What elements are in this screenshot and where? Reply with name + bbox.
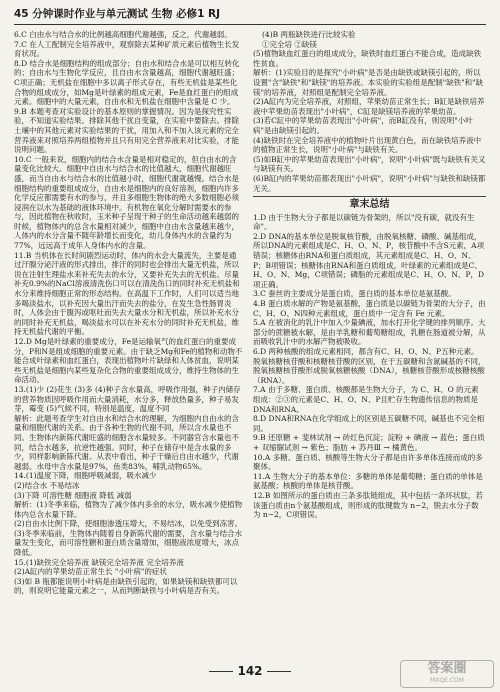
section-divider [253, 196, 486, 197]
answer-paragraph: 14.(1)温度下降，细胞呼吸减弱，吸水减少 [14, 471, 157, 481]
footer-dash-left [209, 671, 233, 672]
answer-paragraph: (2)A缸内的苹果幼苗正常生长 "小叶病"的症状 [14, 567, 167, 577]
answer-paragraph: 10.C 一般来说，细胞内的结合水含量是相对稳定的，但自由水的含量变化比较大。细胞中自由水与结合水的比值越大，细胞代谢越旺盛，而当自由水与结合水的比值越小时，细胞代谢就越慢。结合水是细胞结构的重要组成成分，自由水是细胞内的良好溶剂，细胞内许多化学反应都需要有水的参与，并且多细胞生物体的绝大多数细胞必须浸润在以水为基础的液体环境中。有机物在氧化分解时需要水的参与，因此植物在秋收时，玉米种子呈现干种子的生命活动越来越弱的时候，植物体内的总含水量相对减少，细胞中自由水含量越来越少，人体内的水分含量不随年龄增长而变化，幼儿身体内水的含量约为77%，远远高于成年人身体内水的含量。 [14, 154, 239, 251]
answer-paragraph: 3.C 蚕丝的主要成分是蛋白质，蛋白质的基本单位是氨基酸。 [253, 289, 456, 299]
right-column-continuation [253, 30, 486, 193]
answer-paragraph: 11.A 生物大分子的基本单位：多糖的单体是葡萄糖；蛋白质的单体是氨基酸；核酸的单体是核苷酸。 [253, 471, 483, 491]
page-header [14, 6, 486, 24]
right-column [253, 30, 486, 658]
answer-paragraph: 4.B 蛋白质水解的产物是氨基酸，蛋白质是以碳链为骨架的大分子，由C、H、O、N四种元素组成，蛋白质中一定含有 Fe 元素。 [253, 299, 486, 318]
answer-paragraph: 解析：此题考查学生对自由水和结合水的理解，为细胞内自由水的含量和细胞代谢的关系。由于各种生物的代谢不同，所以含水量也不同。生物体内新陈代谢旺盛的细胞含水量较多。不同器官含水量也不同，结合水越多，抗逆性越强。同时，种子在储存中是含水量的多少，同样影响新陈代谢。从表中看出，种子干燥后自由水越少，代谢越弱。水母中含水量是97%，鱼类83%，哺乳动物65%。 [14, 413, 239, 471]
answer-paragraph: (5)植物缺血红蛋白的组成成分，缺铁时血红蛋白不能合成，造成缺铁性贫血。 [253, 49, 482, 68]
header-title: 45 分钟课时作业与单元测试 生物 必修1 RJ [14, 8, 221, 20]
watermark-url: MXQE.COM [430, 677, 464, 684]
right-column-answers [253, 213, 486, 520]
answer-paragraph: 9.B 还原糖 + 斐林试剂 → 砖红色沉淀；淀粉 + 碘液 → 蓝色；蛋白质 + 双缩脲试剂 → 紫色；脂肪 + 苏丹Ⅲ → 橘黄色。 [253, 433, 485, 452]
answer-paragraph: (2)结合水 不易结冰 [14, 480, 80, 490]
answer-paragraph: 8.D 结合水是细胞结构的组成部分；自由水和结合水是可以相互转化的；自由水与生物化学反应，且自由水含量越高，细胞代谢越旺盛；C项正确；无机盐在细胞中多以离子形式存在，有些无机盐是某些化合物的组成成分，如Mg是叶绿素的组成元素，Fe是血红蛋白的组成元素。细胞中的大量元素，自由水和无机盐在细胞中含量是 C 少。 [14, 58, 240, 107]
answer-paragraph: (2)A缸内为完全培养液，对照组，苹果幼苗正常生长；B缸是缺铁培养液中苹果幼苗表现出"小叶病"，C缸是缺镁培养液的苹果幼苗。 [253, 97, 485, 116]
page-number: 142 [237, 664, 263, 678]
answer-paragraph: (3)如 B 瓶都能说明小叶病是由缺铁引起的，如果缺镁和缺铁都可以的，则说明它能量元素之一，从而判断缺铁与小叶病是否有关。 [14, 576, 238, 596]
answer-paragraph: 6.D 两种核酸的组成元素相同，都含有C、H、O、N、P五种元素。脱氧核糖核苷酸和核糖核苷酸的区别，在于五碳糖和含氮碱基的不同，脱氧核糖核苷酸形成脱氧核糖核酸（DNA），核糖核苷酸形成核糖核酸（RNA）。 [253, 347, 486, 385]
answer-paragraph: (5)如B缸中的苹果幼苗表现出"小叶病"，说明"小叶病"既与缺铁有关又与缺镁有关。 [253, 154, 486, 174]
answer-paragraph: 1.D 由于生物大分子都是以碳链为骨架的，所以"没有碳，就没有生命"。 [253, 212, 475, 232]
answer-paragraph: 7.C 在人工配制完全培养液中，观察除去某种矿质元素后植物生长发育状况。 [14, 39, 240, 59]
answer-paragraph: 12.B 如图所示的蛋白质由三条多肽链组成，其中包括一条环状肽，若该蛋白质由n个氨基酸组成，则形成的肽键数为 n−2，脱去水分子数为 n−2，C项错误。 [253, 490, 483, 520]
answer-paragraph: 8.D DNA和RNA在化学组成上的区别是五碳糖不同，碱基也不完全相同。 [253, 414, 485, 433]
answer-paragraph: 15.(1)缺铁完全培养液 缺镁完全培养液 完全培养液 [14, 557, 184, 567]
answer-paragraph: 12.D Mg是叶绿素的重要成分，Fe是运输氧气的血红蛋白的重要成分，P和N是组成细胞的重要元素。由于缺乏Mg和Fe的植物和动物不能合成叶绿素和血红蛋白，表现出植物叶片缺绿和人体贫血，说明某些无机盐是细胞内某些复杂化合物的重要组成成分，维持生物体的生命活动。 [14, 337, 243, 385]
answer-paragraph: (3)若C缸中的苹果幼苗表现出"小叶病"，而B缸没有，则说明"小叶病"是由缺镁引起的。 [253, 116, 473, 135]
answer-paragraph: (2)自由水比例下降，使细胞渗透压增大，不易结冰，以免受到冻害。 [14, 519, 243, 529]
left-column [14, 30, 243, 658]
answer-paragraph: (3)冬季来临前，生物体内随着自身新陈代谢的需要，含水量与结合水量发生变化，而可溶性糖和蛋白质含量增加，细胞液浓度增大，冰点降低。 [14, 528, 243, 558]
section-title: 章末总结 [349, 199, 390, 211]
answer-paragraph: 6.C 白由水与结合水的比例越高细胞代谢越强，反之，代谢越弱。 [14, 30, 232, 39]
header-rule [14, 24, 486, 25]
answer-paragraph: (4)B 两瓶缺铁进行比较实验 [262, 30, 356, 39]
watermark-logo [400, 660, 494, 688]
answer-paragraph: (4)缺铁时在完全培养液中的植物叶片出现黄白色，而在缺铁培养液中的植物正常生长，说明"小叶病"与缺铁有关。 [253, 135, 482, 155]
watermark-text: 答案圈 [427, 661, 467, 676]
answer-paragraph: 9.B 本题考查对实验设计的基本原则的掌握情况。因为是探究性实验，不知道实验结果。排除其他干扰自变量，在实验中要除去。排除土壤中的其他元素对实验结果的干扰，用加入和不加入该元素的完全营养液来对照培养两组植物并且只有用完全营养液来对比实验，才能说明问题。 [14, 106, 239, 155]
answer-paragraph: (6)B缸内的苹果幼苗都表现出"小叶病"，说明"小叶病"与缺铁和缺镁都无关。 [253, 173, 486, 193]
answer-paragraph: 解析：(1)冬季来临，植物为了减少体内多余的水分，吸水减少使植物体内总含水量下降。 [14, 500, 243, 519]
answer-paragraph: 5.A 在被消化的乳汁中加入少量碘液，加水打开化学键的排列顺序。大部分的蔗糖被水解，是由羊乳糖和葡萄糖组成，乳糖在肠道被分解，从而吸收乳汁中的水解产物被吸收。 [253, 318, 486, 347]
answer-paragraph: 解析：(1)实验目的是探究"小叶病"是否是由缺铁或缺镁引起的，所以设置"含"缺铁"和"缺镁"的培养液。本实验的实验组是配制"缺铁"和"缺镁"的培养液，对照组是配制完全培养液。 [253, 68, 484, 97]
answer-paragraph: 13.(1)少 (2)花生 (3)多 (4)种子含水量高，呼吸作用强，种子内储存的营养物质因呼吸作用而大量消耗，水分多，释放热量多，种子易发芽，霉变 (5)气候不同，特别是温度，温度不同 [14, 384, 241, 414]
footer-dash-right [267, 671, 291, 672]
answer-paragraph: ①完全培 ②缺镁 [262, 39, 317, 49]
answer-paragraph: (3)下降 可溶性糖 细胞液 降低 减弱 [14, 490, 132, 500]
answer-paragraph: 10.A 多糖、蛋白质、核酸等生物大分子都是由许多单体连接而成的多聚体。 [253, 452, 483, 472]
answer-paragraph: 11.B 当机体在长时间剧烈运动时，体内的水会大量流失，主要是通过汗腺分泌汗液的形式排出，排汗的同时也会排出大量无机盐，所以说在注射生理盐水来补充失去的水分，又要补充失去的无机盐。尽量补充0.9%的NaCl溶液清洗伤口可以在清洗伤口的同时补充无机盐和水分来维持细胞正常的形态结构。在高温下工作时，人们可以适当地多喝淡盐水，以补充因大量出汗而失去的盐分，在发生急性肠胃炎时，人体会由于腹泻或呕吐而失去大量水分和无机盐，所以补充水分的同时补充无机盐，喝淡盐水可以在补充水分的同时补充无机盐，维持无机盐代谢的平衡。 [14, 250, 240, 337]
answer-paragraph: 7.A 由于多糖、蛋白质、核酸都是生物大分子，为 C、H、O 的元素组成：②③的元素是C、H、O、N、P且贮存生物遗传信息的物质是DNA和RNA。 [253, 385, 479, 414]
answer-paragraph: 2.D DNA的基本单位是脱氧核苷酸，由脱氧核糖、磷酸、碱基组成，所以DNA的元素组成是C、H、O、N、P，核苷酸中不含S元素，A项错误；核糖体由RNA和蛋白质组成，其元素组成是C、H、O、N、P；B项错误；核糖体由RNA和蛋白质组成，叶绿素的元素组成是C、H、O、N、Mg，C项错误；磷脂的元素组成是C、H、O、N、P，D项正确。 [253, 231, 485, 289]
